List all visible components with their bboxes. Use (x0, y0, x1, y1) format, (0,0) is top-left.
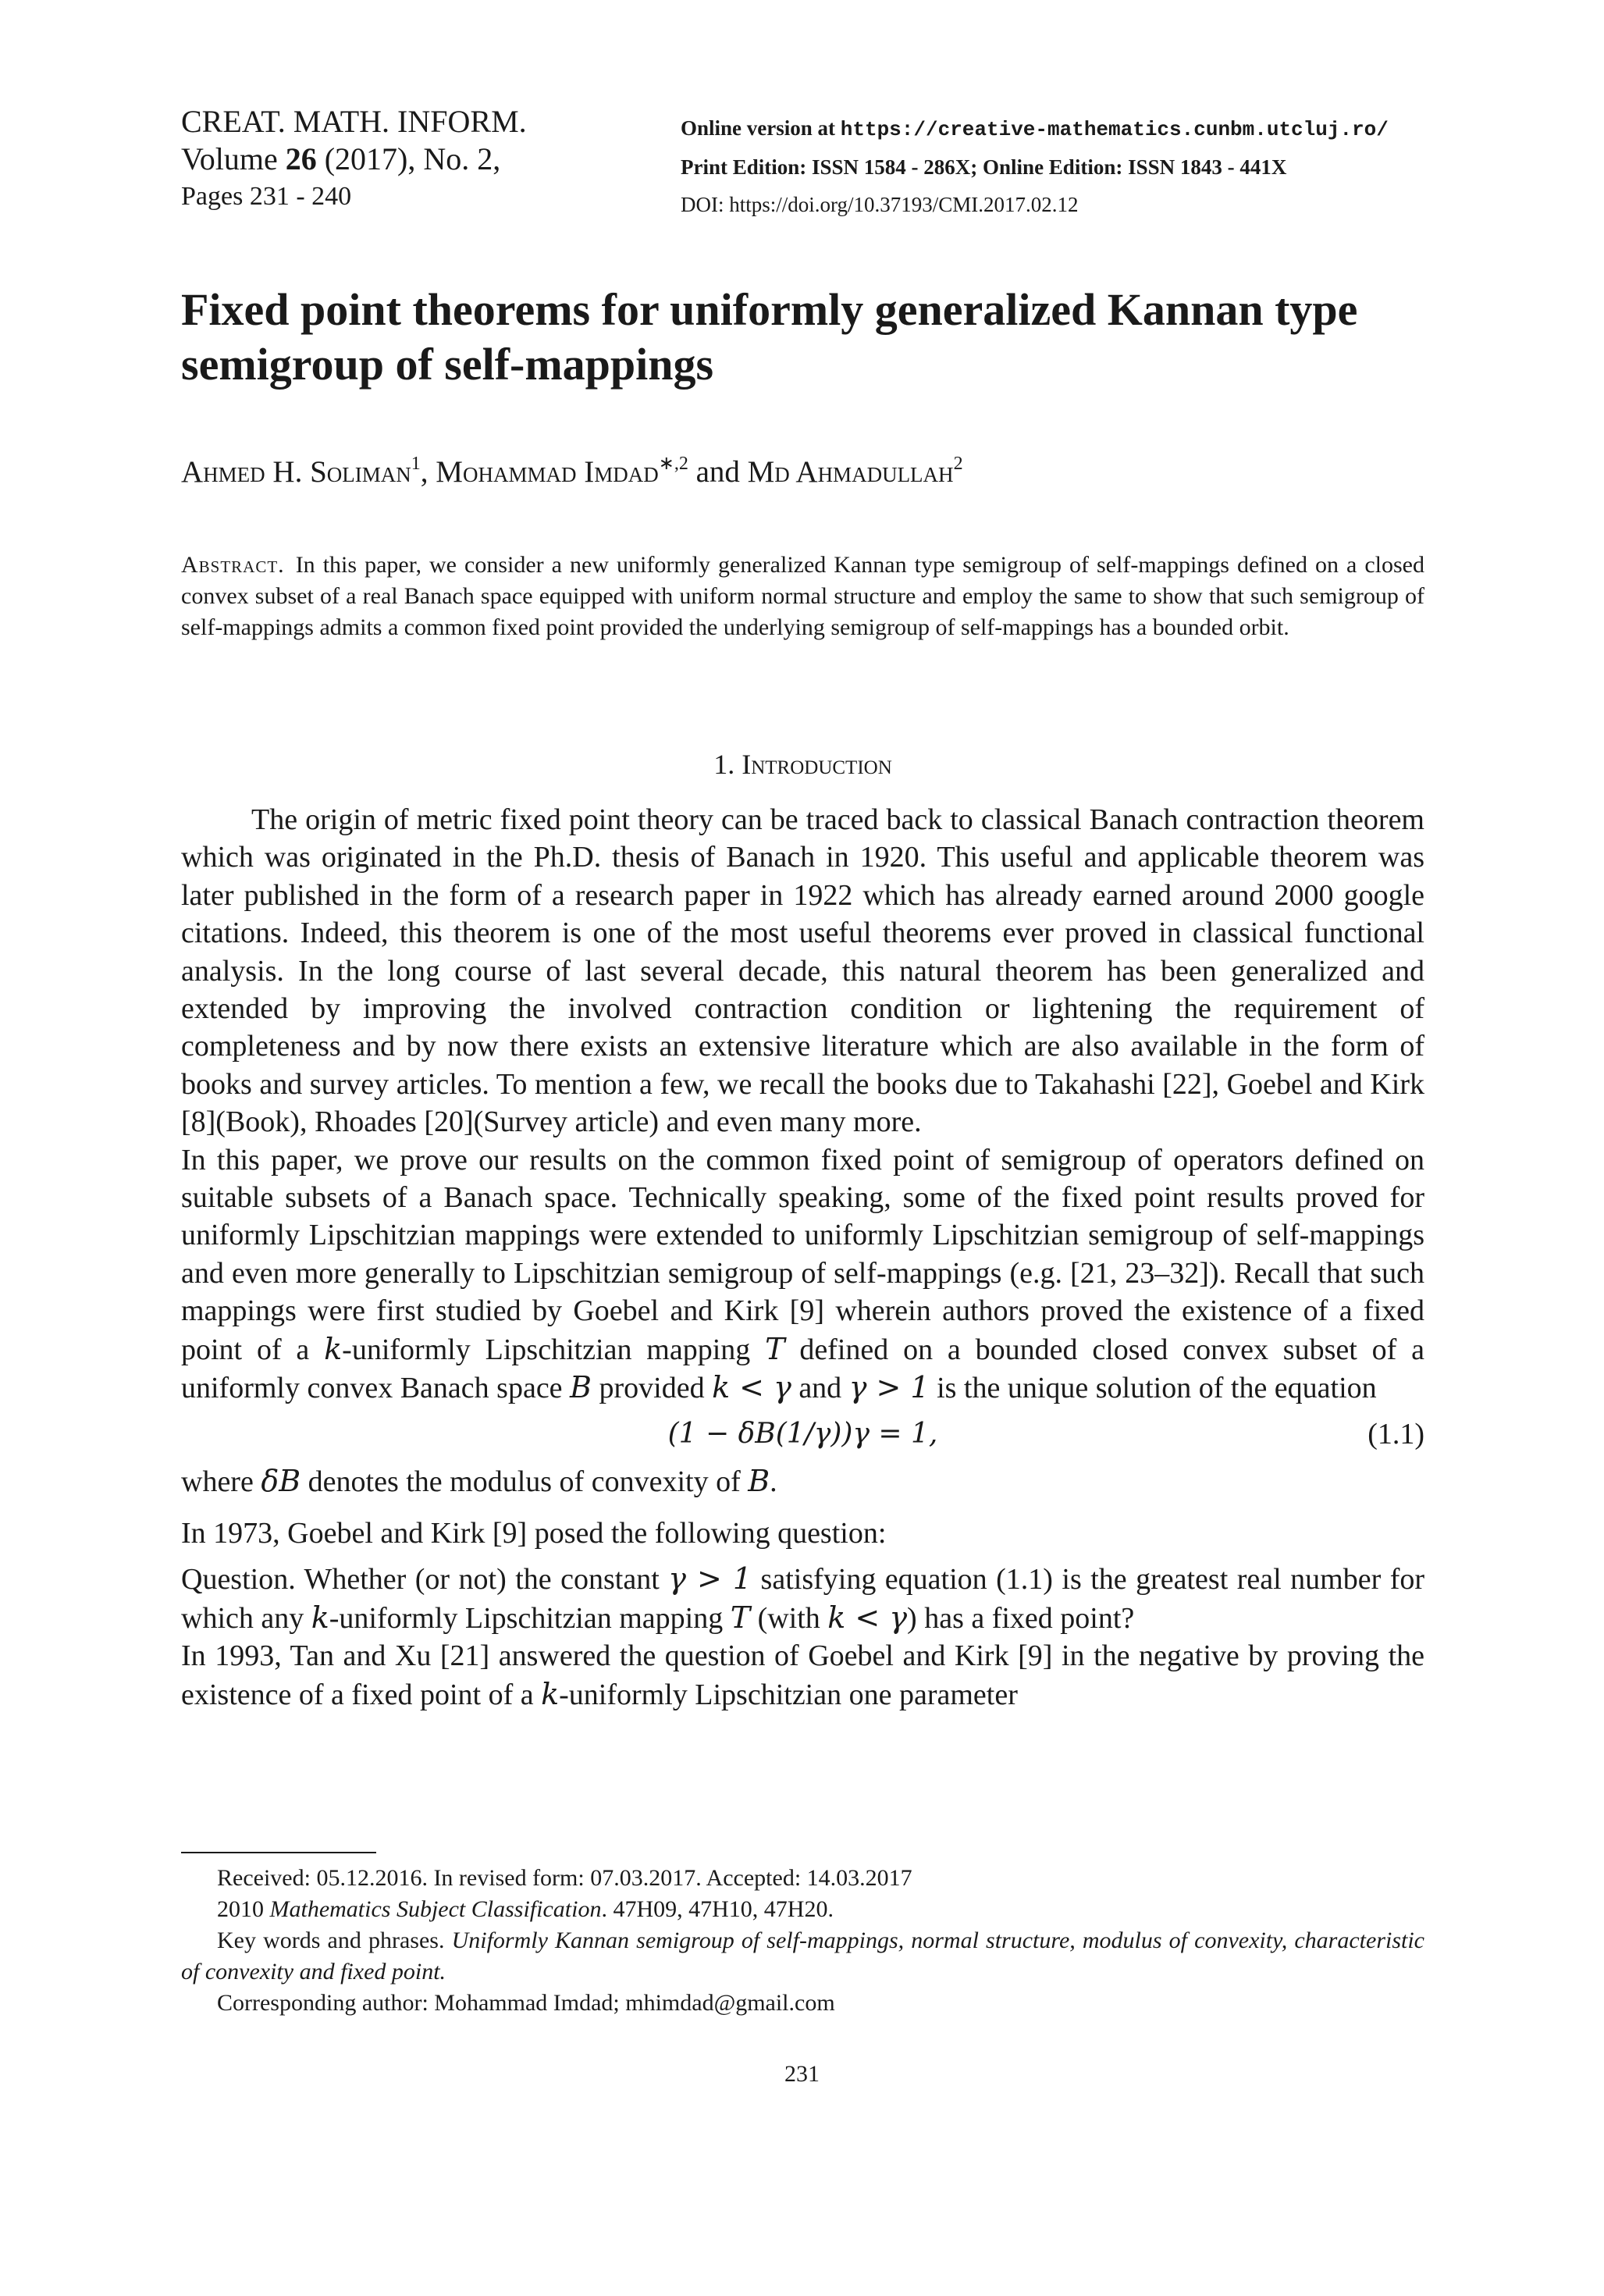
equation-text: (1 − δB(1/γ))γ = 1, (667, 1417, 938, 1450)
equation-1-1 (181, 1408, 1424, 1462)
online-version: Online version at https://creative-mathematics.cunbm.utcluj.ro/ (681, 116, 1389, 141)
publication-info (681, 109, 1555, 223)
author-ahmadullah: Md Ahmadullah (747, 455, 954, 489)
paper-title: Fixed point theorems for uniformly generalized Kannan type semigroup of self-mappings (181, 284, 1358, 390)
online-url-link[interactable]: https://creative-mathematics.cunbm.utcluj.ro/ (840, 118, 1389, 141)
body-text (181, 801, 1424, 1714)
abstract (181, 550, 1424, 643)
equation-number: (1.1) (1367, 1417, 1424, 1451)
volume-info: Volume 26 (2017), No. 2, (181, 141, 501, 176)
journal-name: CREAT. MATH. INFORM. (181, 104, 527, 139)
paragraph-2: In this paper, we prove our results on the common fixed point of semigroup of operators defined on suitable subsets of a Banach space. Technically speaking, some of the fixed point results proved for uniformly Lipschitzian mappings were extended to uniformly Lipschitzian semigroup of self-mappings and even more generally to Lipschitzian semigroup of self-mappings (e.g. [21, 23–32]). Recall that such mappings were first studied by Goebel and Kirk [9] wherein authors proved the existence of a fixed point of a k-uniformly Lipschitzian mapping T defined on a bounded closed convex subset of a uniformly convex Banach space B provided k < γ and γ > 1 is the unique solution of the equation (181, 1143, 1424, 1405)
abstract-text: In this paper, we consider a new uniformly generalized Kannan type semigroup of self-mappings defined on a closed convex subset of a real Banach space equipped with uniform normal structure and employ the same to show that such semigroup of self-mappings admits a common fixed point provided the underlying semigroup of self-mappings has a bounded orbit. (181, 552, 1424, 640)
issn-info: Print Edition: ISSN 1584 - 286X; Online Edition: ISSN 1843 - 441X (681, 155, 1287, 179)
where-clause: where δB denotes the modulus of convexity of B. (181, 1463, 777, 1498)
footnotes (181, 1863, 1424, 2019)
section-heading: 1. Introduction (713, 749, 892, 780)
author-imdad: Mohammad Imdad (436, 455, 659, 489)
msc-classification: 2010 Mathematics Subject Classification. 47H09, 47H10, 47H20. (217, 1896, 834, 1922)
paragraph-3: In 1973, Goebel and Kirk [9] posed the following question: (181, 1516, 887, 1550)
volume-number: 26 (285, 141, 317, 176)
keywords: Key words and phrases. Uniformly Kannan semigroup of self-mappings, normal structure, modulus of convexity, characteristic of convexity and fixed point. (181, 1928, 1424, 1985)
page-number: 231 (784, 2061, 820, 2087)
abstract-label: Abstract. (181, 552, 285, 578)
corresponding-author: Corresponding author: Mohammad Imdad; mhimdad@gmail.com (217, 1990, 835, 2016)
doi-link[interactable]: DOI: https://doi.org/10.37193/CMI.2017.02.12 (681, 193, 1079, 216)
footnote-rule (181, 1852, 376, 1853)
author-list: Ahmed H. Soliman$^1$, Mohammad Imdad$^{∗,2}$ and Md Ahmadullah$^2$ (181, 454, 963, 489)
received-dates: Received: 05.12.2016. In revised form: 07.03.2017. Accepted: 14.03.2017 (217, 1865, 912, 1891)
author-soliman: Ahmed H. Soliman (181, 455, 411, 489)
paragraph-4: In 1993, Tan and Xu [21] answered the question of Goebel and Kirk [9] in the negative by proving the existence of a fixed point of a k-uniformly Lipschitzian one parameter (181, 1639, 1424, 1711)
paragraph-1: The origin of metric fixed point theory can be traced back to classical Banach contraction theorem which was originated in the Ph.D. thesis of Banach in 1920. This useful and applicable theorem was later published in the form of a research paper in 1922 which has already earned around 2000 google citations. Indeed, this theorem is one of the most useful theorems ever proved in classical functional analysis. In the long course of last several decade, this natural theorem has been generalized and extended by improving the involved contraction condition or lightening the requirement of completeness and by now there exists an extensive literature which are also available in the form of books and survey articles. To mention a few, we recall the books due to Takahashi [22], Goebel and Kirk [8](Book), Rhoades [20](Survey article) and even many more. (181, 803, 1424, 1139)
page-range: Pages 231 - 240 (181, 182, 352, 211)
journal-header (181, 103, 681, 215)
question: Question. Whether (or not) the constant γ > 1 satisfying equation (1.1) is the greatest real number for which any k-uniformly Lipschitzian mapping T (with k < γ) has a fixed point? (181, 1561, 1424, 1635)
